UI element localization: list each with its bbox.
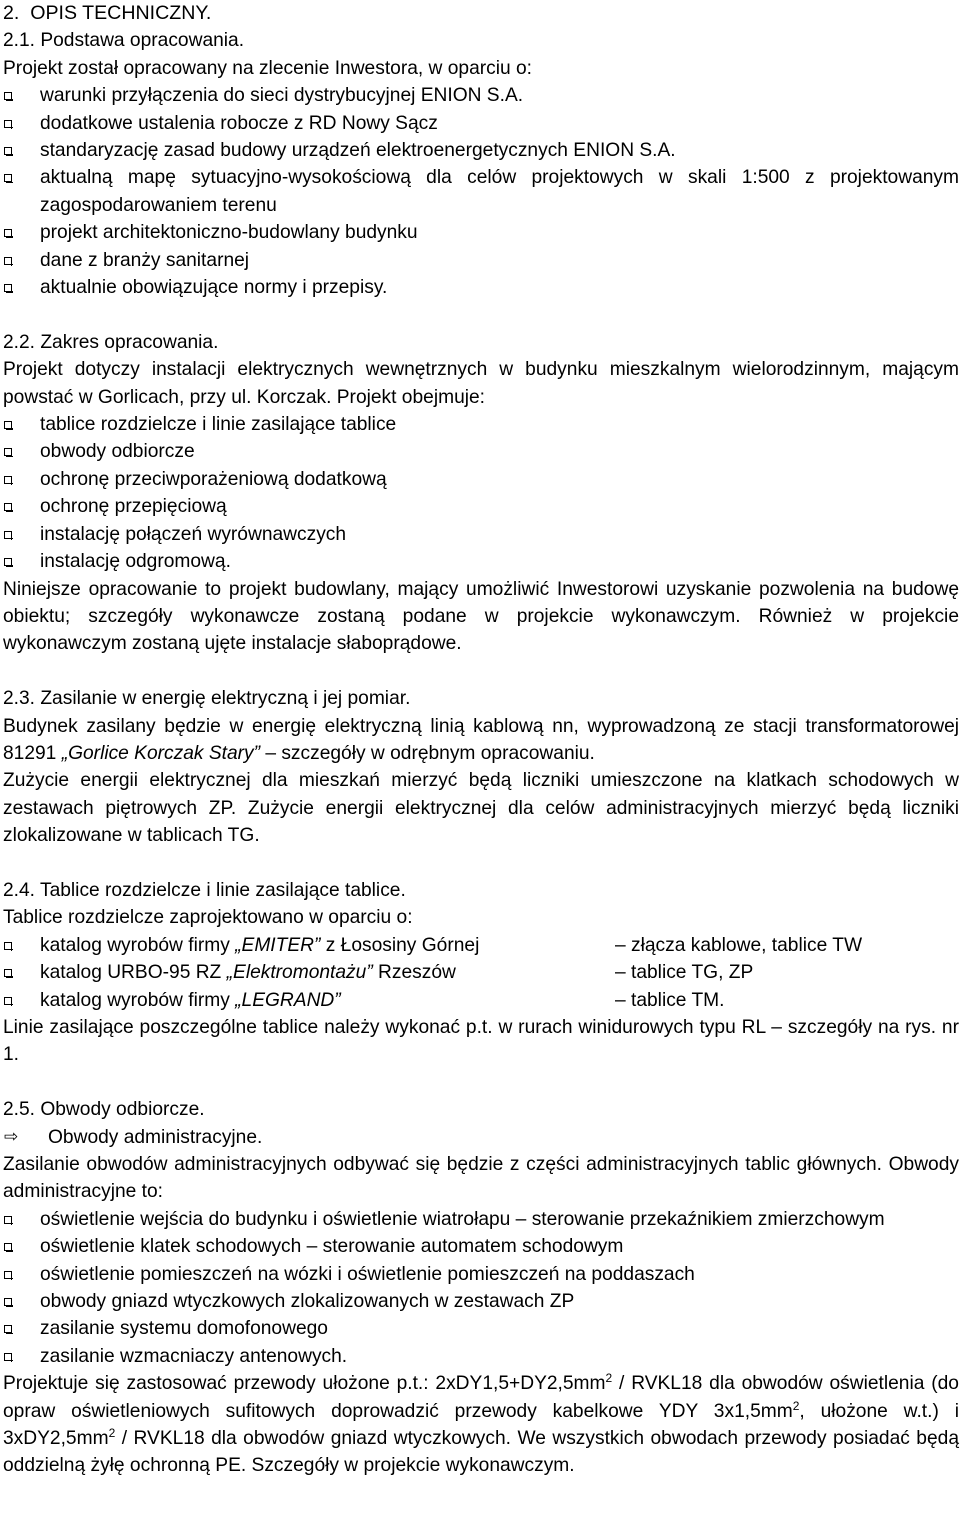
paragraph: Projektuje się zastosować przewody ułożone p.t.: $2xDY1,5+DY2,5mm^2$ / RVKL18 dla obwodów oświetlenia (do opraw oświetleniowych sufitowych doprowadzić przewody kabelkowe YDY $3x1,5mm^2$, ułożone w.t.) i $3xDY2,5mm^2$ / RVKL18 dla obwodów gniazd wtyczkowych. We wszystkich obwodach przewody posiadać będą oddzielną żyłę ochronną PE. Szczegóły w projekcie wykonawczym. — [3, 1371, 959, 1477]
sub-heading: ⇨ Obwody administracyjne. — [3, 1124, 959, 1151]
checkbox-bullet-icon — [4, 997, 12, 1005]
checkbox-bullet-icon — [4, 1298, 12, 1306]
list-item: obwody odbiorcze — [3, 438, 959, 465]
list-item: projekt architektoniczno-budowlany budynku — [3, 219, 959, 246]
catalog-row: katalog wyrobów firmy „LEGRAND” – tablice TM. — [3, 987, 959, 1014]
catalog-row: katalog wyrobów firmy „EMITER” z Łososiny Górnej – złącza kablowe, tablice TW — [3, 932, 959, 959]
checkbox-bullet-icon — [4, 257, 12, 265]
section-title: 2. OPIS TECHNICZNY. — [3, 2, 212, 24]
checkbox-bullet-icon — [4, 558, 12, 566]
list-item: oświetlenie pomieszczeń na wózki i oświetlenie pomieszczeń na poddaszach — [3, 1261, 959, 1288]
checkbox-bullet-icon — [4, 448, 12, 456]
checkbox-bullet-icon — [4, 421, 12, 429]
checkbox-bullet-icon — [4, 969, 12, 977]
list-item: aktualną mapę sytuacyjno-wysokościową dla celów projektowych w skali 1:500 z projektowanym zagospodarowaniem terenu — [3, 164, 959, 219]
list-item: dodatkowe ustalenia robocze z RD Nowy Sącz — [3, 110, 959, 137]
checkbox-bullet-icon — [4, 503, 12, 511]
arrow-right-icon: ⇨ — [4, 1126, 19, 1147]
list-item: tablice rozdzielcze i linie zasilające tablice — [3, 411, 959, 438]
checkbox-list-catalogs — [3, 932, 959, 1014]
subsection-title-2-1: 2.1. Podstawa opracowania. — [3, 30, 245, 52]
paragraph: Projekt dotyczy instalacji elektrycznych wewnętrznych w budynku mieszkalnym wielorodzinnym, mającym powstać w Gorlicach, przy ul. Korczak. Projekt obejmuje: — [3, 359, 959, 408]
list-item: warunki przyłączenia do sieci dystrybucyjnej ENION S.A. — [3, 82, 959, 109]
list-item: instalację połączeń wyrównawczych — [3, 521, 959, 548]
paragraph: Projekt został opracowany na zlecenie Inwestora, w oparciu o: — [3, 57, 532, 79]
paragraph: Zasilanie obwodów administracyjnych odbywać się będzie z części administracyjnych tablic głównych. Obwody administracyjne to: — [3, 1154, 959, 1203]
checkbox-bullet-icon — [4, 1325, 12, 1333]
checkbox-bullet-icon — [4, 284, 12, 292]
checkbox-bullet-icon — [4, 147, 12, 155]
checkbox-bullet-icon — [4, 92, 12, 100]
checkbox-bullet-icon — [4, 1216, 12, 1224]
checkbox-bullet-icon — [4, 531, 12, 539]
catalog-row: katalog URBO-95 RZ „Elektromontażu” Rzeszów – tablice TG, ZP — [3, 959, 959, 986]
subsection-title-2-2: 2.2. Zakres opracowania. — [3, 331, 219, 353]
checkbox-bullet-icon — [4, 174, 12, 182]
subsection-title-2-5: 2.5. Obwody odbiorcze. — [3, 1099, 205, 1121]
list-item: obwody gniazd wtyczkowych zlokalizowanych w zestawach ZP — [3, 1288, 959, 1315]
list-item: zasilanie wzmacniaczy antenowych. — [3, 1343, 959, 1370]
checkbox-list-basis — [3, 82, 959, 301]
checkbox-bullet-icon — [4, 942, 12, 950]
checkbox-bullet-icon — [4, 476, 12, 484]
paragraph: Budynek zasilany będzie w energię elektryczną linią kablową nn, wyprowadzoną ze stacji transformatorowej 81291 „Gorlice Korczak Stary” – szczegóły w odrębnym opracowaniu. — [3, 715, 959, 764]
paragraph: Linie zasilające poszczególne tablice należy wykonać p.t. w rurach winidurowych typu RL – szczegóły na rys. nr 1. — [3, 1016, 959, 1066]
subsection-title-2-3: 2.3. Zasilanie w energię elektryczną i jej pomiar. — [3, 688, 411, 710]
list-item: standaryzację zasad budowy urządzeń elektroenergetycznych ENION S.A. — [3, 137, 959, 164]
list-item: ochronę przeciwporażeniową dodatkową — [3, 466, 959, 493]
list-item: zasilanie systemu domofonowego — [3, 1315, 959, 1342]
checkbox-bullet-icon — [4, 1353, 12, 1361]
list-item: oświetlenie wejścia do budynku i oświetlenie wiatrołapu – sterowanie przekaźnikiem zmierzchowym — [3, 1206, 959, 1233]
list-item: dane z branży sanitarnej — [3, 247, 959, 274]
checkbox-bullet-icon — [4, 229, 12, 237]
list-item: ochronę przepięciową — [3, 493, 959, 520]
checkbox-bullet-icon — [4, 1271, 12, 1279]
checkbox-list-scope — [3, 411, 959, 575]
list-item: aktualnie obowiązujące normy i przepisy. — [3, 274, 959, 301]
paragraph: Niniejsze opracowanie to projekt budowlany, mający umożliwić Inwestorowi uzyskanie pozwolenia na budowę obiektu; szczegóły wykonawcze zostaną podane w projekcie wykonawczym. Również w projekcie wykonawczym zostaną ujęte instalacje słaboprądowe. — [3, 578, 959, 655]
checkbox-bullet-icon — [4, 120, 12, 128]
paragraph: Zużycie energii elektrycznej dla mieszkań mierzyć będą liczniki umieszczone na klatkach schodowych w zestawach piętrowych ZP. Zużycie energii elektrycznej dla celów administracyjnych mierzyć będą liczniki zlokalizowane w tablicach TG. — [3, 770, 959, 847]
list-item: instalację odgromową. — [3, 548, 959, 575]
list-item: oświetlenie klatek schodowych – sterowanie automatem schodowym — [3, 1233, 959, 1260]
paragraph: Tablice rozdzielcze zaprojektowano w oparciu o: — [3, 907, 413, 929]
station-name: „Gorlice Korczak Stary” — [61, 742, 260, 764]
checkbox-bullet-icon — [4, 1243, 12, 1251]
checkbox-list-admin-circuits — [3, 1206, 959, 1370]
subsection-title-2-4: 2.4. Tablice rozdzielcze i linie zasilające tablice. — [3, 879, 406, 901]
